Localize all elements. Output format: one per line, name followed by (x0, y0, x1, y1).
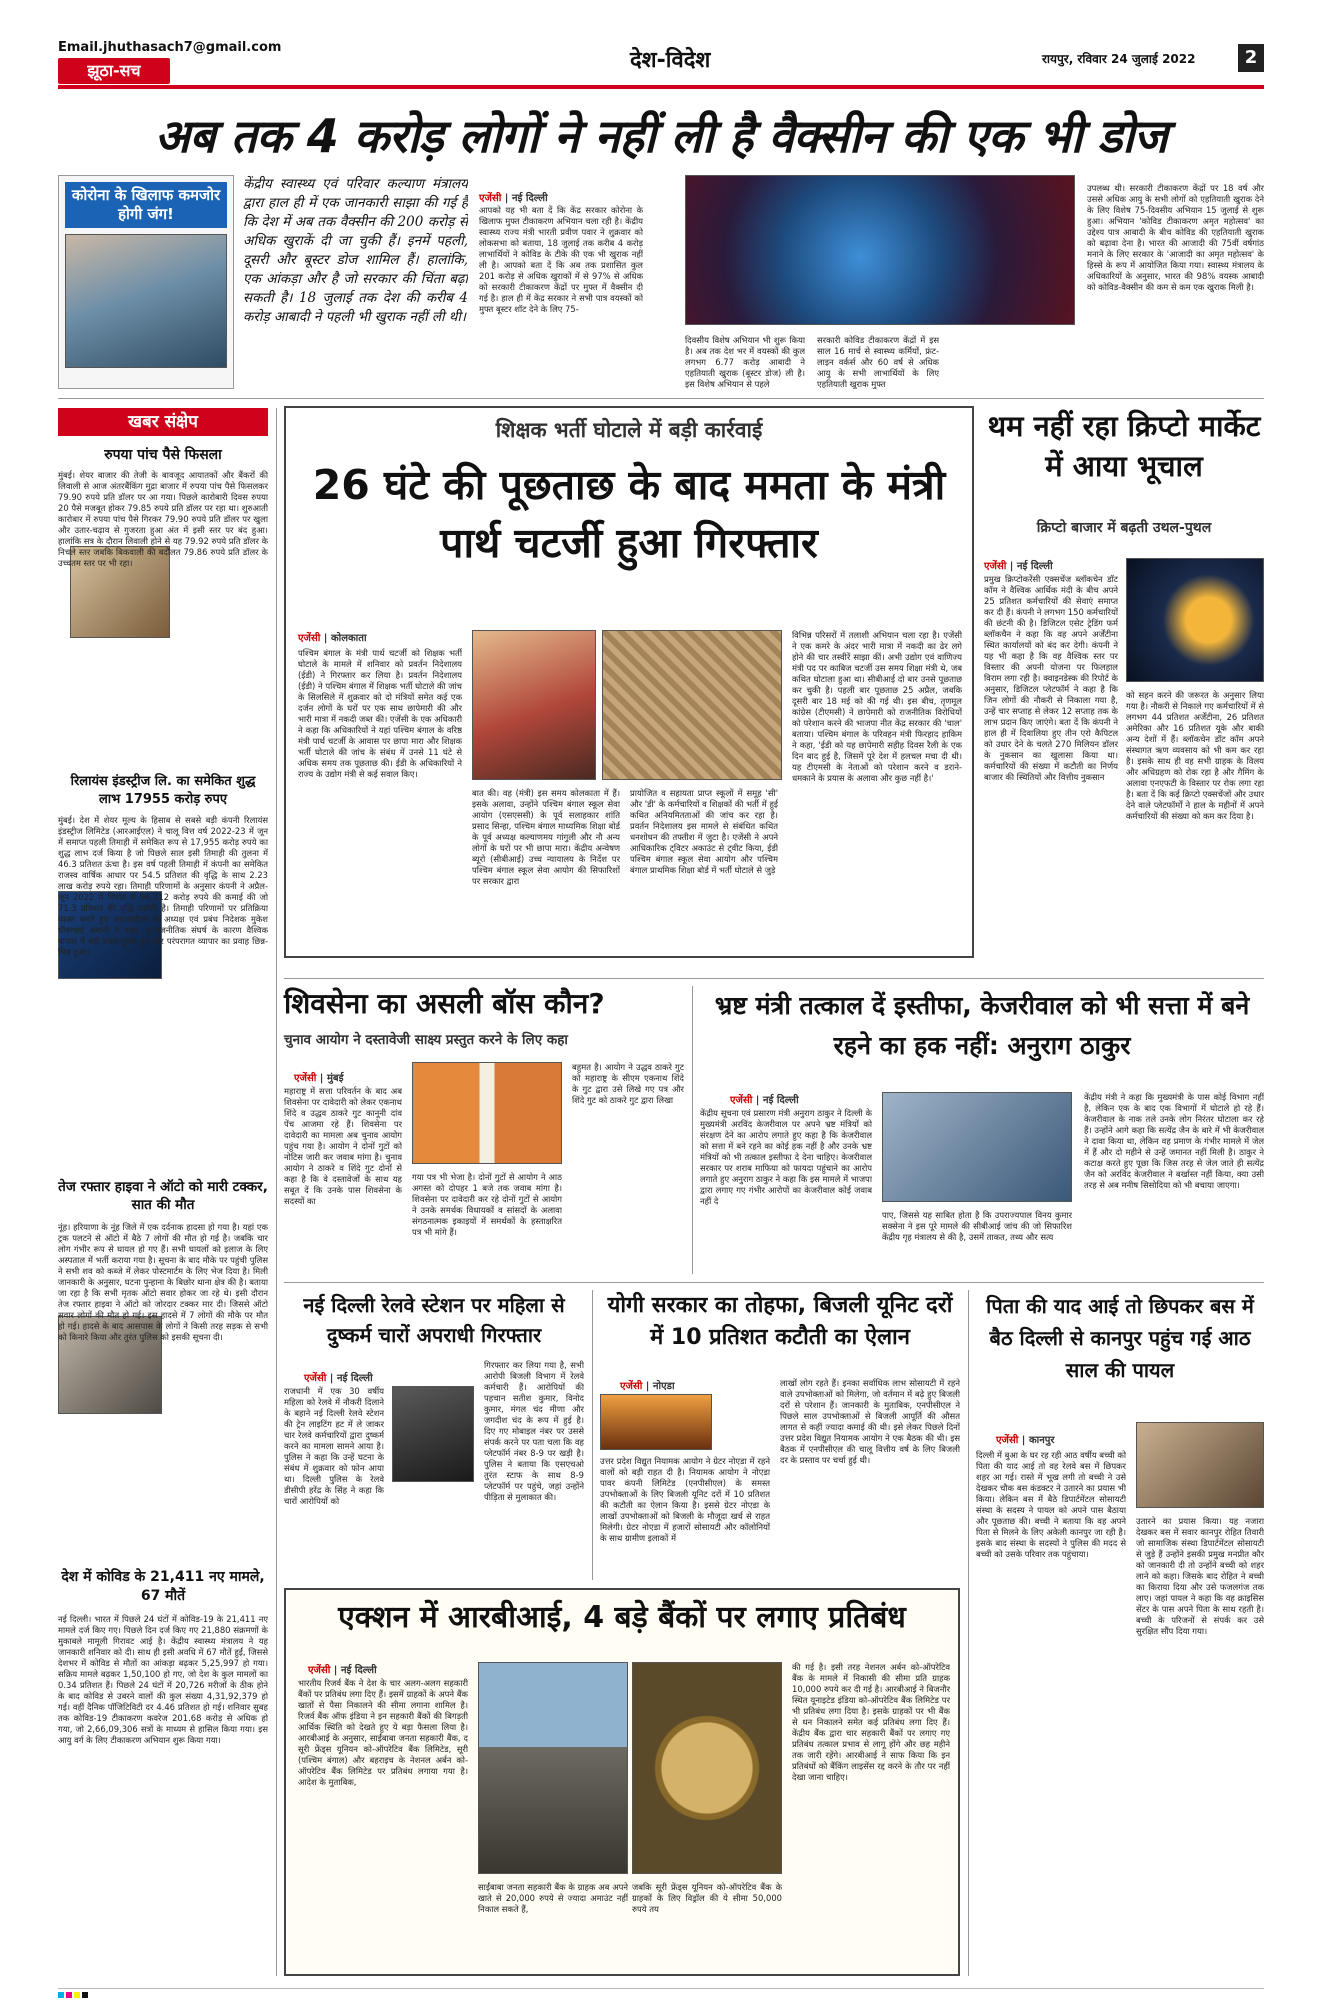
byline-agency: एजेंसी (620, 1381, 643, 1392)
parth-kicker: शिक्षक भर्ती घोटाले में बड़ी कार्रवाई (495, 417, 763, 442)
lead-intro: केंद्रीय स्वास्थ्य एवं परिवार कल्याण मंत्रालय द्वारा हाल ही में एक जानकारी साझा की गई है कि देश में अब तक वैक्सीन की 200 करोड़ से अधिक खुराकें दी जा चुकी हैं। इनमें पहली, दूसरी और बूस्टर डोज शामिल हैं। हालांकि, एक आंकड़ा और है जो सरकार की चिंता बढ़ा सकती है। 18 जुलाई तक देश की करीब 4 करोड़ आबादी ने पहली भी खुराक नहीं ली थी। (243, 176, 468, 325)
brief-body: मुंबई। शेयर बाजार की तेजी के बावजूद आयातकों और बैंकरों की लिवाली से आज अंतरबैंकिंग मुद्रा बाजार में रुपया पांच पैसे फिसलकर 79.90 रुपये प्रति डॉलर पर आ गया। पिछले कारोबारी दिवस रुपया 20 पैसे मजबूत होकर 79.85 रुपये प्रति डॉलर पर रहा था। शुरुआती कारोबार में रुपया पांच पैसे गिरकर 79.90 रुपये प्रति डॉलर पर खुला और उतार-चढ़ाव से गुजरता हुआ अंत में इसी स्तर पर बंद हुआ। हालांकि सत्र के दौरान लिवाली होने से यह 79.92 रुपये प्रति डॉलर के निचले स्तर जबकि बिकवाली की बदौलत 79.86 रुपये प्रति डॉलर के उच्चतम स्तर पर भी रहा। (58, 470, 268, 568)
brief-body: मुंबई। देश में शेयर मूल्य के हिसाब से सबसे बड़ी कंपनी रिलायंस इंडस्ट्रीज लिमिटेड (आरआईएल) ने चालू वित्त वर्ष 2022-23 में जून में समाप्त पहली तिमाही में समेकित रूप से 17,955 करोड़ रुपये का शुद्ध लाभ दर्ज किया है जो पिछले साल इसी तिमाही की तुलना में 46.3 प्रतिशत ऊंचा है। इस वर्ष पहली तिमाही में कंपनी का समेकित राजस्व वार्षिक आधार पर 54.5 प्रतिशत की वृद्धि के साथ 2.23 लाख करोड़ रुपये रहा। तिमाही परिणामों के अनुसार कंपनी ने अप्रैल-जून 2022 में निर्यात से 96,212 करोड़ रुपये की कमाई की जो 71.3 प्रतिशत की वृद्धि दर्शाती है। तिमाही परिणामों पर प्रतिक्रिया व्यक्त करते हुए आरआईएल के अध्यक्ष एवं प्रबंध निदेशक मुकेश धीरूभाई अंबानी ने कहा, भू-राजनीतिक संघर्ष के कारण वैश्विक बाजार में बड़ी उथल-पुथल हुई और परंपरागत व्यापार का प्रवाह छिन्न-भिन्न हुआ। (58, 815, 268, 957)
shinde-uddhav-photo (412, 1062, 562, 1164)
parth-arrest-photo (472, 630, 596, 780)
cash-seized-photo (602, 630, 782, 780)
brief-headline: रुपया पांच पैसे फिसला (104, 447, 222, 463)
shivsena-kicker: चुनाव आयोग ने दस्तावेजी साक्ष्य प्रस्तुत करने के लिए कहा (284, 1032, 568, 1048)
railway-divider (592, 1290, 593, 1580)
payal-headline: पिता की याद आई तो छिपकर बस में बैठ दिल्ली से कानपुर पहुंच गई आठ साल की पायल (986, 1294, 1254, 1382)
anurag-headline: भ्रष्ट मंत्री तत्काल दें इस्तीफा, केजरीवाल को भी सत्ता में बने रहने का हक नहीं: अनुराग ठाकुर (714, 991, 1250, 1060)
brand-badge (58, 58, 170, 84)
byline-agency: एजेंसी (298, 633, 321, 644)
rbi-byline: एजेंसी | नई दिल्ली (308, 1665, 377, 1676)
anurag-thakur-photo (882, 1092, 1072, 1202)
brief-body: नूंह। हरियाणा के नूंह जिले में एक दर्दनाक हादसा हो गया है। यहां एक ट्रक पलटने से ऑटो में बैठे 7 लोगों की मौत हो गई है। जबकि चार लोग गंभीर रूप से घायल हो गए हैं। सभी घायलों को इलाज के लिए अस्पताल में भर्ती कराया गया है। सूचना के बाद मौके पर पहुंची पुलिस ने सभी शव को कब्जे में लेकर पोस्टमार्टम के लिए भेज दिया है। मिली जानकारी के अनुसार, घटना पुन्हाना के बिछोर थाना क्षेत्र की है। बताया जा रहा है कि सभी मृतक ऑटो सवार होकर जा रहे थे। इसी दौरान तेज रफ्तार हाइवा ने ऑटो को जोरदार टक्कर मार दी। जिससे ऑटो सवार लोगों की मौत हो गई। इस हादसे में 7 लोगों की मौके पर मौत हो गई। हादसे के बाद आसपास के लोगों ने किसी तरह सड़क से सभी को किनारे किया और तुरंत पुलिस को इसकी सूचना दी। (58, 1222, 268, 1342)
brief-headline: तेज रफ्तार हाइवा ने ऑटो को मारी टक्कर, सात की मौत (58, 1179, 268, 1213)
byline-agency: एजेंसी (479, 193, 502, 204)
railway-byline: एजेंसी | नई दिल्ली (304, 1373, 373, 1384)
sidebar-divider (276, 408, 277, 1976)
rbi-col2: साईंबाबा जनता सहकारी बैंक के ग्राहक अब अपने खाते से 20,000 रुपये से ज्यादा अमाउंट नहीं निकाल सकते हैं, (478, 1882, 628, 1914)
mid-rule-1 (284, 978, 1264, 979)
virus-globe-photo (685, 175, 1075, 325)
railway-col2: गिरफ्तार कर लिया गया है, सभी आरोपी बिजली विभाग में रेलवे कर्मचारी हैं। आरोपियों की पहचान सतीश कुमार, विनोद कुमार, मंगल चंद मीणा और जगदीश चंद के रूप में हुई है। दिए गए मोबाइल नंबर पर उससे संपर्क करने पर पता चला कि वह प्लेटफॉर्म नंबर 8-9 पर खड़ी है। पुलिस ने बताया कि एसएचओ तुरंत स्टाफ के साथ 8-9 प्लेटफॉर्म पर पहुंचे, जहां उन्होंने पीड़िता से मुलाकात की। (484, 1360, 584, 1502)
shivsena-col2: गया पत्र भी भेजा है। दोनों गुटों से आयोग ने आठ अगस्त को दोपहर 1 बजे तक जवाब मांगा है। शिवसेना पर दावेदारी कर रहे दोनों गुटों से आयोग ने उनके समर्थक विधायकों व सांसदों के अलावा संगठनात्मक इकाइयों में समर्थकों के हस्ताक्षरित पत्र भी मांगे हैं। (412, 1172, 562, 1237)
yogi-col2: लाखों लोग रहते हैं। इनका सर्वाधिक लाभ सोसायटी में रहने वाले उपभोक्ताओं को मिलेगा, जो वर्तमान में बढ़े हुए बिजली दरों से परेशान हैं। जानकारी के मुताबिक, एनपीसीएल ने पिछले साल उपभोक्ताओं से बिजली आपूर्ति की औसत लागत से कहीं ज्यादा कमाई की थी। इसे लेकर पिछले दिनों उत्तर प्रदेश विद्युत नियामक आयोग ने एक बैठक की थी। इस बैठक में एनपीसीएल की चालू वित्तीय वर्ष के लिए बिजली दर के प्रस्ताव पर चर्चा हुई थी। (780, 1378, 960, 1465)
rbi-box (284, 1588, 960, 1976)
byline-city: नई दिल्ली (511, 193, 548, 204)
lead-box-title: कोरोना के खिलाफ कमजोर होगी जंग! (65, 182, 227, 228)
footer-registration-marks (58, 1988, 1264, 1998)
anurag-byline: एजेंसी | नई दिल्ली (730, 1095, 799, 1106)
parth-col1: पश्चिम बंगाल के मंत्री पार्थ चटर्जी को शिक्षक भर्ती घोटाले के मामले में शनिवार को प्रवर्तन निदेशालय (ईडी) ने गिरफ्तार कर लिया है। प्रवर्तन निदेशालय (ईडी) ने पश्चिम बंगाल में शिक्षक भर्ती घोटाले की जांच के सिलसिले में शुक्रवार को दो मंत्रियों समेत कई एक दर्जन लोगों के घरों पर एक साथ छापेमारी की और भारी मात्रा में नकदी जब्त की। एजेंसी के एक अधिकारी ने कहा कि अधिकारियों ने यहां पश्चिम बंगाल के वरिष्ठ मंत्री पार्थ चटर्जी के आवास पर छापा मारा और शिक्षक भर्ती घोटाले की जांच के संबंध में उनसे 11 घंटे से अधिक समय तक पूछताछ की। ईडी के अधिकारियों ने राज्य के उद्योग मंत्री से कई सवाल किए। (298, 648, 462, 779)
brand-name: झूठा-सच (87, 61, 141, 80)
briefs-title: खबर संक्षेप (58, 408, 268, 436)
anurag-col2: पाए, जिससे यह साबित होता है कि उपराज्यपाल विनय कुमार सक्सेना ने इस पूरे मामले की सीबीआई जांच की जो सिफारिश केंद्रीय गृह मंत्रालय से की है, उसमें ताकत, तथ्य और सत्य (882, 1210, 1072, 1242)
byline-agency: एजेंसी (996, 1435, 1019, 1446)
byline-agency: एजेंसी (304, 1373, 327, 1384)
lead-boxout (58, 175, 234, 389)
rbi-col3: जबकि सूरी फ्रेंड्स यूनियन को-ऑपरेटिव बैंक के ग्राहकों के लिए विड्रॉल की ये सीमा 50,000 रुपये तय (632, 1882, 782, 1914)
byline-agency: एजेंसी (294, 1073, 317, 1084)
crypto-byline: एजेंसी | नई दिल्ली (984, 561, 1053, 572)
byline-city: नई दिल्ली (336, 1373, 373, 1384)
page-number-badge (1238, 44, 1264, 72)
shivsena-col1: महाराष्ट्र में सत्ता परिवर्तन के बाद अब शिवसेना पर दावेदारी को लेकर एकनाथ शिंदे व उद्धव ठाकरे गुट कानूनी दांव पेंच आजमा रहे हैं। शिवसेना पर दावेदारी का मामला अब चुनाव आयोग पहुंच गया है। आयोग ने दोनों गुटों को नोटिस जारी कर जवाब मांगा है। चुनाव आयोग ने ठाकरे व शिंदे गुट दोनों से कहा है कि वे दस्तावेजों के साथ यह सबूत दें कि उनके पास शिवसेना के सदस्यों का (284, 1086, 402, 1206)
payal-col1: दिल्ली में बुआ के घर रह रही आठ वर्षीय बच्ची को पिता की याद आई तो वह रेलवे बस में छिपकर शहर आ गई। रास्ते में भूख लगी तो बच्ची ने उसे देखकर चौक बस कंडक्टर ने उतारने का प्रयास भी किया। लेकिन बस में बैठे डिपार्टमेंटल सोसायटी संस्था के सदस्य ने पायल को अपने पास बैठाया और पूछताछ की। बच्ची ने बताया कि वह अपने पिता से मिलने के लिए अकेली कानपुर जा रही है। इसके बाद संस्था के सदस्यों ने पुलिस की मदद से बच्ची को उसके परिवार तक पहुंचाया। (976, 1450, 1126, 1559)
yogi-col1: उत्तर प्रदेश विद्युत नियामक आयोग ने ग्रेटर नोएडा में रहने वालों को बड़ी राहत दी है। नियामक आयोग ने नोएडा पावर कंपनी लिमिटेड (एनपीसीएल) के समस्त उपभोक्ताओं के लिए बिजली यूनिट दरों में 10 प्रतिशत की कटौती का ऐलान किया है। इससे ग्रेटर नोएडा के लाखों उपभोक्ताओं को बिजली के मौजूदा खर्च से राहत मिलेगी। ग्रेटर नोएडा में हजारों सोसायटी और कॉलोनियों के साथ ग्रामीण इलाकों में (600, 1456, 770, 1543)
byline-city: कानपुर (1028, 1435, 1055, 1446)
byline-city: नई दिल्ली (762, 1095, 799, 1106)
anurag-col1: केंद्रीय सूचना एवं प्रसारण मंत्री अनुराग ठाकुर ने दिल्ली के मुख्यमंत्री अरविंद केजरीवाल पर अपने भ्रष्ट मंत्रियों को संरक्षण देने का आरोप लगाते हुए कहा है कि केजरीवाल को सत्ता में बने रहने का कोई हक नहीं है और उनके भ्रष्ट मंत्रियों को भी तत्काल इस्तीफा दे देना चाहिए। केजरीवाल सरकार पर शराब माफिया को फायदा पहुंचाने का आरोप लगाते हुए अनुराग ठाकुर ने कहा कि इस मामले में भाजपा द्वारा लगाए गए गंभीर आरोपों का केजरीवाल कोई जवाब नहीं दे (700, 1108, 872, 1206)
anurag-col3: केंद्रीय मंत्री ने कहा कि मुख्यमंत्री के पास कोई विभाग नहीं है, लेकिन एक के बाद एक विभागों में घोटाले हो रहे हैं। केजरीवाल के नाक तले उनके लोग निरंतर घोटाला कर रहे हैं। उन्होंने आगे कहा कि सत्येंद्र जैन के बारे में भी केजरीवाल ने दावा किया था, लेकिन वह प्रमाण के गंभीर मामले में जेल में हैं और दो महीने से उन्हें जमानत नहीं मिली है। ठाकुर ने कटाक्ष करते हुए पूछा कि जिस तरह से जेल जाते ही सत्येंद्र जैन को अरविंद केजरीवाल ने बर्खास्त नहीं किया, क्या उसी तरह से अब मनीष सिसोदिया को भी बचाया जाएगा। (1084, 1092, 1264, 1190)
rbi-seal-photo (632, 1662, 782, 1874)
brief-item (58, 446, 268, 796)
rbi-headline: एक्शन में आरबीआई, 4 बड़े बैंकों पर लगाए प्रतिबंध (338, 1600, 906, 1635)
crypto-headline: थम नहीं रहा क्रिप्टो मार्केट में आया भूचाल (987, 409, 1261, 483)
crypto-col2: को सहन करने की जरूरत के अनुसार लिया गया है। नौकरी से निकाले गए कर्मचारियों में से लगभग 44 प्रतिशत अर्जेंटीना, 26 प्रतिशत अमेरिका और 16 प्रतिशत यूके और बाकी अन्य देशों में हैं। ब्लॉकचेन डॉट कॉम अपने संस्थागत ऋण व्यवसाय को भी कम कर रहा है। इसके साथ ही वह सभी ग्राहक के विलय और अधिग्रहण को रोक रहा है और गैमिंग के अलावा एनएफटी के विस्तार पर रोक लगा रहा है। बता दें कि कई क्रिप्टो एक्सचेंजों और उधार देने वाले प्लेटफॉर्मों ने हाल के महीनों में अपने कर्मचारियों की संख्या को कम कर दिया है। (1126, 690, 1264, 821)
color-swatch-yellow (74, 1992, 80, 1998)
railway-headline: नई दिल्ली रेलवे स्टेशन पर महिला से दुष्कर्म चारों अपराधी गिरफ्तार (303, 1293, 565, 1347)
masthead-rule (58, 85, 1264, 89)
byline-city: नई दिल्ली (1016, 561, 1053, 572)
masthead-email[interactable]: Email.jhuthasach7@gmail.com (58, 40, 282, 55)
masthead (0, 0, 1323, 92)
yogi-story (600, 1290, 960, 1580)
lead-bottom-rule (58, 398, 1264, 399)
vaccination-photo (65, 234, 227, 368)
shivsena-col3: बहुमत है। आयोग ने उद्धव ठाकरे गुट को महाराष्ट्र के सीएम एकनाथ शिंदे के गुट द्वारा उसे लिखे गए पत्र और शिंदे गुट को ठाकरे गुट द्वारा लिखा (572, 1062, 684, 1105)
payal-story (976, 1290, 1264, 1976)
parth-col2: बात की। वह (मंत्री) इस समय कोलकाता में हैं। इसके अलावा, उन्होंने पश्चिम बंगाल स्कूल सेवा आयोग (एसएससी) के पूर्व सलाहकार शांति प्रसाद सिन्हा, पश्चिम बंगाल माध्यमिक शिक्षा बोर्ड के पूर्व अध्यक्ष कल्याणमय गांगुली और नौ अन्य लोगों के घरों पर भी छापा मारा। केंद्रीय अन्वेषण ब्यूरो (सीबीआई) उच्च न्यायालय के निर्देश पर पश्चिम बंगाल स्कूल सेवा आयोग की सिफारिशों पर सरकार द्वारा (472, 788, 620, 886)
bitcoin-photo (1126, 558, 1264, 682)
rbi-col1: भारतीय रिजर्व बैंक ने देश के चार अलग-अलग सहकारी बैंकों पर प्रतिबंध लगा दिए हैं। इसमें ग्राहकों के अपने बैंक खातों से पैसा निकालने की सीमा लगाना शामिल है। रिजर्व बैंक ऑफ इंडिया ने इन सहकारी बैंकों की बिगड़ती आर्थिक स्थिति को देखते हुए ये बड़ा फैसला लिया है। आरबीआई के अनुसार, साईंबाबा जनता सहकारी बैंक, द सूरी फ्रेंड्स यूनियन को-ऑपरेटिव बैंक लिमिटेड, सूरी (पश्चिम बंगाल) और बहराइच के नेशनल अर्बन को-ऑपरेटिव बैंक लिमिटेड पर प्रतिबंध लगाया गया है। आदेश के मुताबिक, (298, 1678, 468, 1787)
color-swatch-black (82, 1992, 88, 1998)
byline-city: नई दिल्ली (340, 1665, 377, 1676)
crypto-col1: प्रमुख क्रिप्टोकरेंसी एक्सचेंज ब्लॉकचेन डॉट कॉम ने वैश्विक आर्थिक मंदी के बीच अपने 25 प्रतिशत कर्मचारियों की सेवाएं समाप्त कर दी हैं। कंपनी ने लगभग 150 कर्मचारियों की छंटनी की है। डिजिटल एसेट ट्रेडिंग फर्म ब्लॉकचैन ने कहा कि वह अपने अर्जेंटीना स्थित कार्यालयों को बंद कर देगी। कंपनी ने यह भी कहा है कि वह वैश्विक स्तर पर विस्तार की अपनी योजना पर फिलहाल विराम लगा रही है। क्वाइनडेस्क की रिपोर्ट के अनुसार, डिजिटल प्लेटफॉर्म ने कहा है कि जिन लोगों की नौकरी से निकाला गया है, उन्हें चार सप्ताह से लेकर 12 सप्ताह तक के लाभ प्रदान किए जाएंगे। बता दें कि कंपनी ने हाल ही में दिवालिया हुए तीन एरो कैपिटल को उधार देने के चलते 270 मिलियन डॉलर के नुकसान का खुलासा किया था। कर्मचारियों की संख्या में कटौती का निर्णय बाजार की स्थितियों और वित्तीय नुकसान (984, 574, 1118, 782)
lead-headline: अब तक 4 करोड़ लोगों ने नहीं ली है वैक्सीन की एक भी डोज (154, 109, 1168, 163)
brief-body: नई दिल्ली। भारत में पिछले 24 घंटों में कोविड-19 के 21,411 नए मामले दर्ज किए गए। पिछले दिन दर्ज किए गए 21,880 संक्रमणों के मुकाबले मामूली गिरावट आई है। केंद्रीय स्वास्थ्य मंत्रालय ने यह जानकारी शनिवार को दी। साथ ही इसी अवधि में 67 मौतें हुईं, जिससे देशभर में कोविड से मौतों का आंकड़ा बढ़कर 5,25,997 हो गया। सक्रिय मामले बढ़कर 1,50,100 हो गए, जो देश के कुल मामलों का 0.34 प्रतिशत हैं। पिछले 24 घंटों में 20,726 मरीजों के ठीक होने के बाद कोविड से उबरने वालों की कुल संख्या 4,31,92,379 हो गई। वहीं दैनिक पॉजिटिविटी दर 4.46 प्रतिशत हो गई। शनिवार सुबह तक कोविड-19 टीकाकरण कवरेज 201.68 करोड़ से अधिक हो गया, जो 2,66,09,306 सत्रों के माध्यम से हासिल किया गया। इस आयु वर्ग के लिए टीकाकरण अभियान शुरू किया गया। (58, 1614, 268, 1745)
shivsena-story (284, 986, 684, 1274)
byline-agency: एजेंसी (730, 1095, 753, 1106)
crypto-story (984, 406, 1264, 958)
lead-col1: आपको यह भी बता दें कि केंद्र सरकार कोरोना के खिलाफ मुफ्त टीकाकरण अभियान चला रही है। केंद्रीय स्वास्थ्य राज्य मंत्री भारती प्रवीण पवार ने शुक्रवार को लोकसभा को बताया, 18 जुलाई तक करीब 4 करोड़ लाभार्थियों ने कोविड के टीके की एक भी खुराक नहीं ली है। आपको बता दें कि अब तक प्रशासित कुल 201 करोड़ से अधिक खुराकों में से 97% से अधिक को सरकारी टीकाकरण केंद्रों पर मुफ्त में वैक्सीन दी गई है। हाल ही में केंद्र सरकार ने सभी पात्र वयस्कों को मुफ्त बूस्टर शॉट देने के लिए 75- (479, 205, 643, 314)
color-swatch-magenta (66, 1992, 72, 1998)
brief-headline: देश में कोविड के 21,411 नए मामले, 67 मौतें (61, 1569, 265, 1604)
crypto-kicker: क्रिप्टो बाजार में बढ़ती उथल-पुथल (1036, 520, 1212, 536)
lead-col4: उपलब्ध थी। सरकारी टीकाकरण केंद्रों पर 18 वर्ष और उससे अधिक आयु के सभी लोगों को एहतियाती खुराक देने के लिए विशेष 75-दिवसीय अभियान 15 जुलाई से शुरू हुआ। अभियान 'कोविड टीकाकरण अमृत महोत्सव' का उद्देश्य पात्र आबादी के बीच कोविड की एहतियाती खुराक को बढ़ावा देना है। भारत की आजादी की 75वीं वर्षगांठ मनाने के लिए सरकार के 'आजादी का अमृत महोत्सव' के हिस्से के रूप में आयोजित किया गया। स्वास्थ्य मंत्रालय के अधिकारियों के अनुसार, भारत की 98% वयस्क आबादी को कोविड-वैक्सीन की कम से कम एक खुराक मिली है। (1087, 183, 1264, 292)
shivsena-divider (692, 986, 693, 1274)
railway-col1: राजधानी में एक 30 वर्षीय महिला को रेलवे में नौकरी दिलाने के बहाने नई दिल्ली रेलवे स्टेशन की ट्रेन लाइटिंग हट में ले जाकर चार रेलवे कर्मचारियों द्वारा दुष्कर्म करने का मामला सामने आया है। पुलिस ने कहा कि उन्हें घटना के संबंध में शुक्रवार को फोन आया था। दिल्ली पुलिस के रेलवे डीसीपी हरेंद्र के सिंह ने कहा कि चारों आरोपियों को (284, 1386, 384, 1506)
parth-col3: प्रायोजित व सहायता प्राप्त स्कूलों में समूह 'सी' और 'डी' के कर्मचारियों व शिक्षकों की भर्ती में हुई कथित अनियमितताओं की जांच कर रहा है। प्रवर्तन निदेशालय इस मामले से संबंधित कथित धनशोधन की तफ्तीश में जुटा है। एजेंसी ने अपने आधिकारिक ट्विटर अकाउंट से ट्वीट किया, ईडी पश्चिम बंगाल स्कूल सेवा आयोग और पश्चिम बंगाल प्राथमिक शिक्षा बोर्ड में भर्ती घोटाले से जुड़े (630, 788, 778, 875)
lead-col3: सरकारी कोविड टीकाकरण केंद्रों में इस साल 16 मार्च से स्वास्थ्य कर्मियों, फ्रंट-लाइन वर्कर्स और 60 वर्ष से अधिक आयु के सभी लाभार्थियों के लिए एहतियाती खुराक मुफ्त (817, 335, 939, 389)
page-number: 2 (1244, 47, 1258, 68)
parth-box (284, 406, 974, 958)
brief-item (58, 1178, 268, 1558)
byline-agency: एजेंसी (308, 1665, 331, 1676)
yogi-divider (968, 1290, 969, 1976)
anurag-story (700, 986, 1264, 1274)
yogi-byline: एजेंसी | नोएडा (620, 1381, 675, 1392)
section-title: देश-विदेश (630, 48, 711, 73)
byline-city: मुंबई (326, 1073, 344, 1084)
rbi-building-photo (478, 1662, 628, 1874)
dateline: रायपुर, रविवार 24 जुलाई 2022 (1042, 52, 1196, 66)
mid-rule-2 (284, 1282, 1264, 1283)
byline-city: कोलकाता (330, 633, 367, 644)
color-swatch-cyan (58, 1992, 64, 1998)
parth-headline: 26 घंटे की पूछताछ के बाद ममता के मंत्री पार्थ चटर्जी हुआ गिरफ्तार (312, 461, 946, 567)
brief-headline: रिलायंस इंडस्ट्रीज लि. का समेकित शुद्ध लाभ 17955 करोड़ रुपए (70, 774, 256, 807)
brief-item (58, 773, 268, 1173)
lead-byline: एजेंसी | नई दिल्ली (479, 193, 548, 204)
byline-city: नोएडा (652, 1381, 675, 1392)
payal-photo (1136, 1422, 1264, 1508)
briefs-sidebar (58, 408, 268, 1976)
power-lines-photo (600, 1394, 712, 1450)
payal-byline: एजेंसी | कानपुर (996, 1435, 1055, 1446)
parth-col4: विभिन्न परिसरों में तलाशी अभियान चला रहा है। एजेंसी ने एक कमरे के अंदर भारी मात्रा में नकदी का ढेर लगे होने की चार तस्वीरें साझा कीं। अभी उद्योग एवं वाणिज्य मंत्री पद पर काबिज चटर्जी उस समय शिक्षा मंत्री थे, जब कथित घोटाला हुआ था। सीबीआई दो बार उनसे पूछताछ कर चुकी है। पहली बार पूछताछ 25 अप्रैल, जबकि दूसरी बार 18 मई को की गई थी। इस बीच, तृणमूल कांग्रेस (टीएमसी) ने छापेमारी को राजनीतिक विरोधियों को परेशान करने की भाजपा नीत केंद्र सरकार की 'चाल' बताया। पश्चिम बंगाल के परिवहन मंत्री फिरहाद हाकिम ने कहा, 'ईडी को यह छापेमारी सहीह दिवस रैली के एक दिन बाद हुई है, जिसमें पूरे देश में हलचल मचा दी थी। यह टीएमसी के नेताओं को परेशान करने व डराने-धमकाने के प्रयास के अलावा और कुछ नहीं है।' (792, 630, 962, 783)
byline-agency: एजेंसी (984, 561, 1007, 572)
parth-byline: एजेंसी | कोलकाता (298, 633, 367, 644)
shivsena-byline: एजेंसी | मुंबई (294, 1073, 344, 1084)
rbi-col4: की गई है। इसी तरह नेशनल अर्बन को-ऑपरेटिव बैंक के मामले में निकासी की सीमा प्रति ग्राहक 10,000 रुपये कर दी गई है। आरबीआई ने बिजनौर स्थित यूनाइटेड इंडिया को-ऑपरेटिव बैंक लिमिटेड पर भी प्रतिबंध लगा दिया है। इसके ग्राहकों पर भी बैंक से धन निकालने समेत कई प्रतिबंध लगा दिए हैं। केंद्रीय बैंक द्वारा चार सहकारी बैंकों पर लगाए गए प्रतिबंध तत्काल प्रभाव से लागू होंगे और छह महीने तक जारी रहेंगे। आरबीआई ने साफ किया कि इन प्रतिबंधों को बैंकिंग लाइसेंस रद्द करने के तौर पर नहीं देखा जाना चाहिए। (792, 1662, 950, 1782)
yogi-headline: योगी सरकार का तोहफा, बिजली यूनिट दरों में 10 प्रतिशत कटौती का ऐलान (607, 1293, 953, 1350)
payal-col2: उतारने का प्रयास किया। यह नजारा देखकर बस में सवार कानपुर रोहित तिवारी जो सामाजिक संस्था डिपार्टमेंटल सोसायटी से जुड़े हैं उन्होंने इसकी प्रमुख मनप्रीत कौर को जानकारी दी तो उन्होंने बच्ची को शहर लाने को कहा। जिसके बाद रोहित ने बच्ची का किराया दिया और उसे फजलगंज तक लाए। जहां पायल ने कहा कि वह क्राइसिस सेंटर के पास अपने पिता के साथ रहती है। बच्ची के परिजनों से संपर्क कर उसे सुरक्षित सौंप दिया गया। (1136, 1516, 1264, 1636)
railway-photo (392, 1386, 474, 1482)
brief-item (58, 1568, 268, 1976)
shivsena-headline: शिवसेना का असली बॉस कौन? (284, 987, 605, 1020)
lead-col2: दिवसीय विशेष अभियान भी शुरू किया है। अब तक देश भर में वयस्कों की कुल लगभग 6.77 करोड़ आबादी ने एहतियाती खुराक (बूस्टर डोज) ली है। इस विशेष अभियान से पहले (685, 335, 805, 389)
